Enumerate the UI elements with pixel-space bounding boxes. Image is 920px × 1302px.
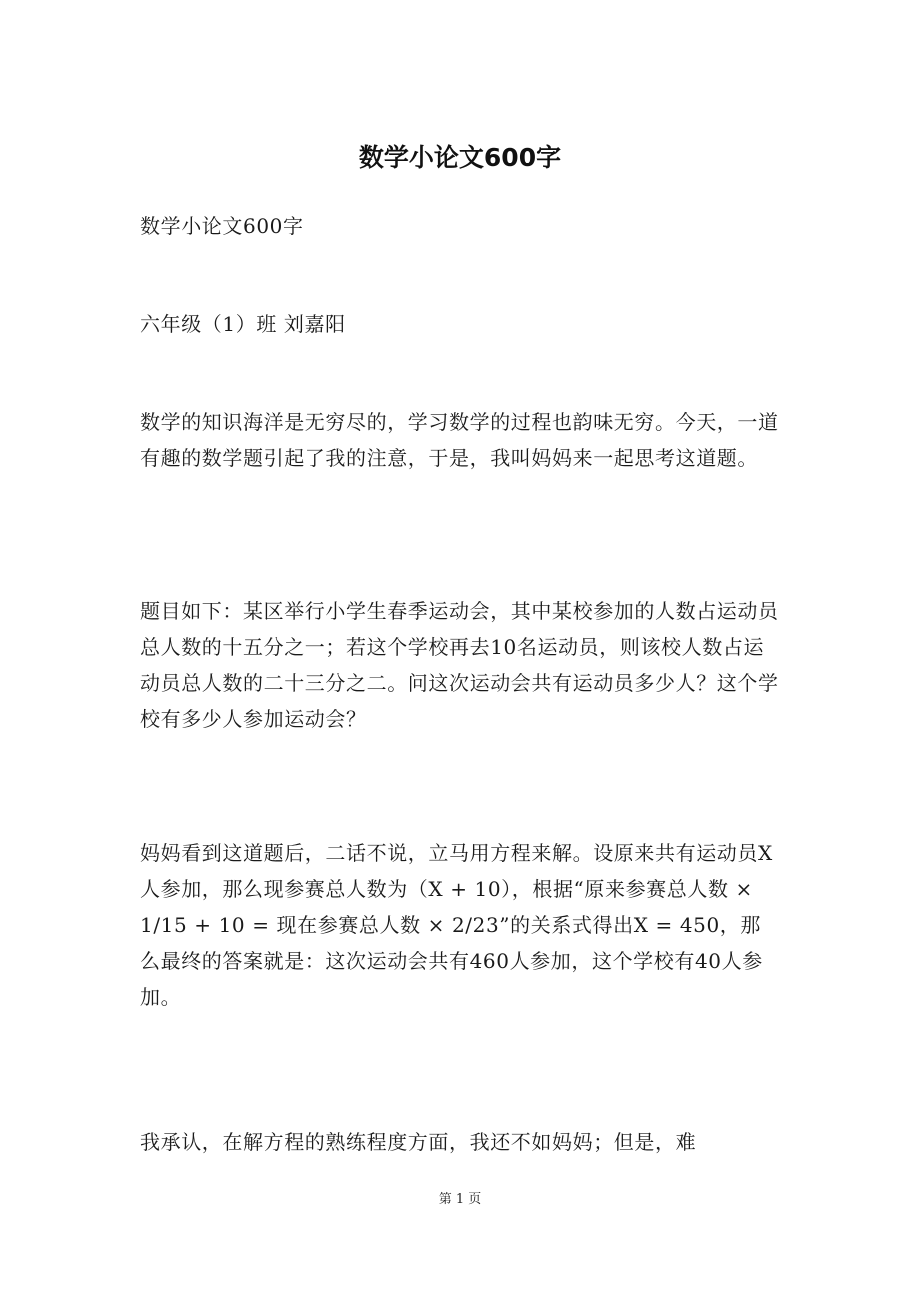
- paragraph-subtitle: 数学小论文600字: [140, 214, 304, 238]
- paragraph-intro: 数学的知识海洋是无穷尽的，学习数学的过程也韵味无穷。今天，一道有趣的数学题引起了我的注意，于是，我叫妈妈来一起思考这道题。: [140, 410, 779, 470]
- page-title: 数学小论文600字: [358, 143, 562, 172]
- paragraph-author: 六年级（1）班 刘嘉阳: [140, 312, 346, 336]
- page-number: 第 1 页: [438, 1192, 482, 1207]
- paragraph-problem: 题目如下：某区举行小学生春季运动会，其中某校参加的人数占运动员总人数的十五分之一；若这个学校再去10名运动员，则该校人数占运动员总人数的二十三分之二。问这次运动会共有运动员多少人？这个学校有多少人参加运动会？: [140, 599, 779, 731]
- paragraph-reflection: 我承认，在解方程的熟练程度方面，我还不如妈妈；但是，难: [140, 1130, 697, 1154]
- paragraph-solution: 妈妈看到这道题后，二话不说，立马用方程来解。设原来共有运动员X人参加，那么现参赛总人数为（X + 10），根据“原来参赛总人数 × 1/15 + 10 = 现在参赛总人数 × 2/23”的关系式得出X = 450，那么最终的答案就是：这次运动会共有460人参加，这个学校有40人参加。: [140, 841, 773, 1009]
